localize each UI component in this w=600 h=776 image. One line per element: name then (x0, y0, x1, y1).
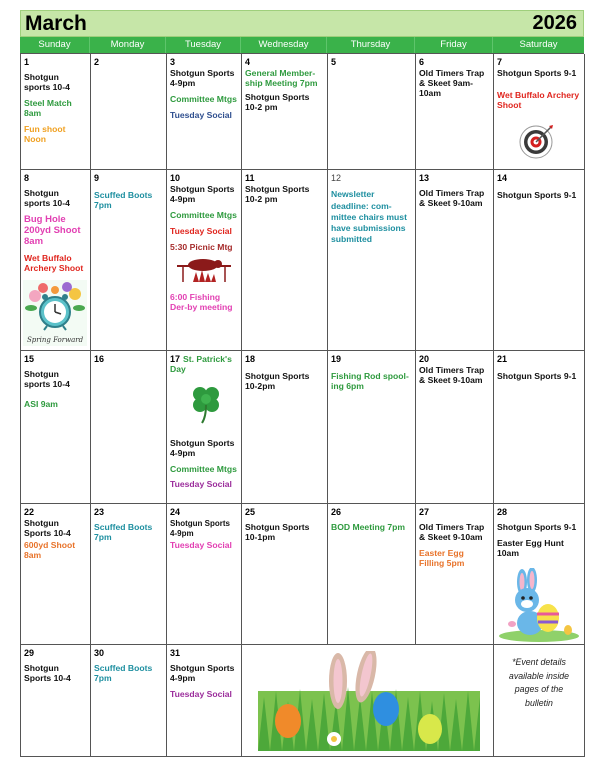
weekday-sunday: Sunday (20, 37, 90, 53)
day-cell-28 (494, 504, 585, 645)
day-number: 2 (94, 57, 100, 67)
day-cell-7 (494, 54, 585, 170)
day-number: 10 (170, 173, 181, 183)
day-cell-29 (21, 645, 91, 757)
day-cell-11 (242, 170, 328, 351)
event: 6:00 Fishing Der-by meeting (170, 291, 233, 312)
event: Shotgun Sports 10-2 pm (245, 92, 310, 112)
day-number: 14 (497, 173, 508, 183)
event: Shotgun sports 10-4 (24, 188, 70, 209)
shamrock-icon (189, 381, 223, 425)
event: Shotgun Sports 4-9pm (170, 663, 235, 684)
day-number: 17 (170, 354, 181, 364)
day-cell-23 (91, 504, 167, 645)
month-title: March (25, 11, 87, 35)
event: Wet Buffalo Archery Shoot (24, 252, 84, 273)
event: Committee Mtgs (170, 94, 237, 105)
day-number: 22 (24, 507, 35, 517)
day-number: 27 (419, 507, 430, 517)
event: BOD Meeting 7pm (331, 522, 406, 533)
event: 600yd Shoot 8am (24, 540, 76, 560)
day-number: 7 (497, 57, 503, 67)
event: Old Timers Trap & Skeet 9-10am (419, 188, 485, 209)
day-cell-9 (91, 170, 167, 351)
day-cell-2 (91, 54, 167, 170)
easter-image-cell (242, 645, 494, 757)
day-cell-17 (167, 351, 242, 504)
day-number: 23 (94, 507, 105, 517)
event: Shotgun Sports 10-2 pm (245, 184, 310, 205)
day-cell-15 (21, 351, 91, 504)
weekday-saturday: Saturday (519, 39, 558, 50)
event: Old Timers Trap & Skeet 9am-10am (419, 68, 485, 99)
day-cell-25 (242, 504, 328, 645)
event: Shotgun Sports 4-9pm (170, 68, 235, 89)
event: ASI 9am (24, 399, 58, 410)
day-number: 4 (245, 57, 251, 67)
event: Easter Egg Hunt 10am (497, 538, 564, 559)
event: Shotgun Sports 10-4 (24, 518, 71, 539)
event: 5:30 Picnic Mtg (170, 241, 233, 252)
event: Shotgun Sports 4-9pm (170, 519, 230, 538)
weekday-wednesday: Wednesday (241, 37, 327, 53)
day-cell-12 (328, 170, 416, 351)
day-number: 8 (24, 173, 30, 183)
event: General Member-ship Meeting 7pm (245, 68, 318, 89)
day-cell-19 (328, 351, 416, 504)
weekday-monday: Monday (90, 37, 166, 53)
day-cell-4 (242, 54, 328, 170)
event: Old Timers Trap & Skeet 9-10am (419, 365, 485, 386)
day-number: 19 (331, 354, 342, 364)
event: Shotgun sports 10-4 (24, 72, 70, 93)
event: Easter Egg Filling 5pm (419, 548, 465, 568)
event: Scuffed Boots 7pm (94, 190, 153, 211)
day-number: 26 (331, 507, 342, 517)
day-cell-1 (21, 54, 91, 170)
easter-bunny-icon (496, 568, 582, 642)
day-number: 18 (245, 354, 256, 364)
easter-grass-eggs-image (258, 651, 480, 751)
weekday-tuesday: Tuesday (166, 37, 241, 53)
day-number: 21 (497, 354, 508, 364)
day-cell-5 (328, 54, 416, 170)
event: Fishing Rod spool-ing 6pm (331, 371, 409, 392)
day-number: 13 (419, 173, 430, 183)
pig-roast-icon (175, 256, 233, 284)
archery-target-icon (518, 124, 554, 160)
spring-forward-caption: Spring Forward (27, 336, 84, 344)
event: Shotgun Sports 9-1 (497, 371, 577, 382)
day-cell-31 (167, 645, 242, 757)
event: Shotgun Sports 10-2pm (245, 371, 310, 392)
event: Scuffed Boots 7pm (94, 663, 153, 684)
day-number: 29 (24, 648, 35, 658)
day-cell-16 (91, 351, 167, 504)
day-cell-30 (91, 645, 167, 757)
weekday-header-row (20, 37, 584, 53)
event: Tuesday Social (170, 479, 232, 490)
calendar-title-bar (20, 10, 584, 37)
day-number: 11 (245, 173, 255, 183)
event: Committee Mtgs (170, 210, 237, 221)
day-number: 3 (170, 57, 176, 67)
day-number: 5 (331, 57, 337, 67)
event: Committee Mtgs (170, 463, 237, 474)
event: Tuesday Social (170, 689, 232, 700)
weekday-friday: Friday (415, 37, 493, 53)
event: Wet Buffalo Archery Shoot (497, 90, 580, 111)
day-cell-3 (167, 54, 242, 170)
day-cell-27 (416, 504, 494, 645)
day-cell-20 (416, 351, 494, 504)
day-number: 16 (94, 354, 105, 364)
event: Old Timers Trap & Skeet 9-10am (419, 522, 485, 543)
event: Tuesday Social (170, 109, 232, 120)
day-number: 20 (419, 354, 430, 364)
event: Tuesday Social (170, 225, 232, 236)
event: Tuesday Social (170, 539, 232, 550)
day-number: 15 (24, 354, 35, 364)
day-cell-21 (494, 351, 585, 504)
day-number: 31 (170, 648, 181, 658)
footnote-cell (494, 645, 585, 757)
day-cell-13 (416, 170, 494, 351)
weekday-thursday: Thursday (327, 37, 415, 53)
day-cell-26 (328, 504, 416, 645)
calendar-page (20, 10, 584, 757)
event: Newsletter deadline: com-mittee chairs must have submissions submitted (331, 189, 407, 245)
event: Shotgun sports 10-4 (24, 369, 70, 390)
event: Shotgun Sports 10-4 (24, 663, 71, 684)
day-cell-8 (21, 170, 91, 351)
event: Shotgun Sports 9-1 (497, 68, 577, 79)
calendar-grid (20, 53, 584, 757)
footnote-text: *Event details available inside pages of the bulletin (508, 657, 570, 708)
day-cell-22 (21, 504, 91, 645)
event: Scuffed Boots 7pm (94, 522, 153, 543)
day-cell-6 (416, 54, 494, 170)
day-cell-24 (167, 504, 242, 645)
day-cell-10 (167, 170, 242, 351)
day-number: 24 (170, 507, 181, 517)
event: Fun shoot Noon (24, 123, 66, 144)
day-cell-18 (242, 351, 328, 504)
year-title: 2026 (532, 12, 577, 34)
event: Shotgun Sports 9-1 (497, 190, 577, 201)
event: Steel Match 8am (24, 98, 72, 118)
day-number: 6 (419, 57, 425, 67)
day-number: 1 (24, 57, 30, 67)
event: Shotgun Sports 10-1pm (245, 522, 310, 543)
day-number: 9 (94, 173, 100, 183)
day-cell-14 (494, 170, 585, 351)
day-number: 28 (497, 507, 508, 517)
day-number: 30 (94, 648, 105, 658)
day-number: 12 (331, 173, 342, 183)
event: Shotgun Sports 4-9pm (170, 437, 235, 458)
event: Shotgun Sports 4-9pm (170, 184, 235, 205)
day-number: 25 (245, 507, 256, 517)
event: Bug Hole 200yd Shoot 8am (24, 214, 81, 247)
holiday-title: St. Patrick's Day (170, 354, 232, 374)
event: Shotgun Sports 9-1 (497, 522, 577, 533)
